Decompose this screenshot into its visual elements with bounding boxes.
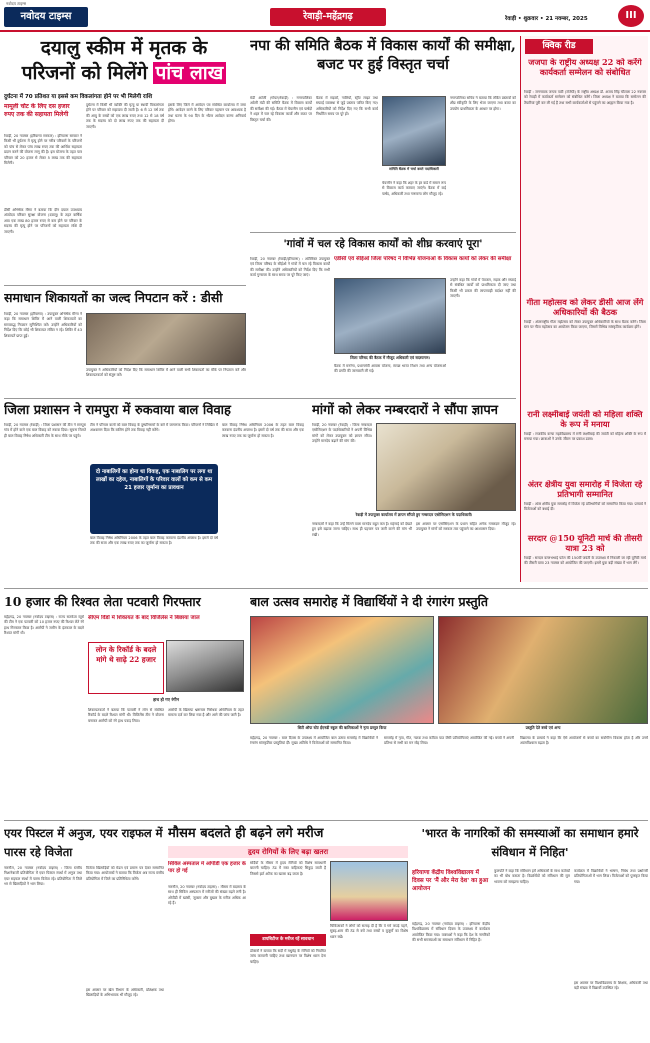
quick-read-item-5-head: सरदार @150 यूनिटी मार्च की तीसरी यात्रा 23 को [527, 534, 643, 553]
quick-read-item-1-head: जजपा के राष्ट्रीय अध्यक्ष 22 को करेंगे कार्यकर्ता सम्मेलन को संबोधित [528, 58, 642, 77]
story-mausam-subbox-label: डायबिटीज के मरीज रहें सावधान [262, 937, 314, 942]
story-samadhan-photo [86, 313, 246, 365]
story-dayalu-body-2: डीसी अभिषेक मीणा ने बताया कि दीन दयाल उपाध्याय अंत्योदय परिवार सुरक्षा योजना (दयालु) के तहत वार्षिक आय एक लाख 80 हजार रुपए से कम होने पर परिवार के सदस्य की मृत्यु होने पर परिजनों को सहायता राशि दी जाएगी। [4, 208, 82, 234]
story-napa-body-2: बैठक में सड़कों, नालियों, स्ट्रीट लाइट तथा सफाई व्यवस्था से जुड़े प्रस्ताव पारित किए गए। अधिकारियों को निर्देश दिए गए कि सभी कार्य निर्धारित समय पर पूरे हों। [316, 96, 378, 117]
story-balvivah-body-2b: बाल विवाह निषेध अधिनियम 2006 के तहत बाल विवाह करवाना दंडनीय अपराध है। इसमें दो वर्ष तक की सजा और एक लाख रुपए तक का जुर्माना हो सकता है। [90, 536, 218, 546]
story-patwari-body-2: शिकायतकर्ता ने बताया कि पटवारी ने लोन से संबंधित रिकॉर्ड के बदले रिश्वत मांगी थी। विजिलेंस टीम ने योजना बनाकर आरोपी को रंगे हाथ पकड़ लिया। [88, 708, 164, 723]
story-numberdar-photo-caption: रेवाड़ी में उपायुक्त कार्यालय में ज्ञापन सौंपते हुए नम्बरदार एसोसिएशन के पदाधिकारी। [355, 512, 473, 517]
story-samadhan-body-b: उपायुक्त ने अधिकारियों को निर्देश दिए कि समाधान शिविर में आने वाली सभी शिकायतों का मौके पर निपटारा करें और शिकायतकर्ता को संतुष्ट करें। [86, 368, 246, 378]
story-gaon-photo-caption: जिला परिषद की बैठक में मौजूद अधिकारी एवं सदस्यगण। [350, 355, 430, 360]
story-balvivah-quote: दो नाबालिगों का होना था विवाह, एक नाबालिग पर लगा था लाखों का दहेज, नाबालिगों के परिवार वालों को कम से कम 21 हजार जुर्माना का प्रावधान [95, 469, 213, 491]
story-samadhan-body: रेवाड़ी, 20 नवम्बर (हरियाणा) : उपायुक्त अभिषेक मीणा ने कहा कि समाधान शिविर में आने वाली शिकायतों का समयबद्ध निपटान सुनिश्चित करें। उन्होंने अधिकारियों को निर्देश दिए कि कोई भी शिकायत लंबित न रहे। शिविर में 43 शिकायतें प्राप्त हुईं। [4, 312, 82, 338]
story-samvidhan-body-1: महेंद्रगढ़, 20 नवम्बर (नवोदय टाइम्स) : हरियाणा केंद्रीय विश्वविद्यालय में संविधान दिवस के उपलक्ष्य में कार्यक्रम आयोजित किया गया। वक्ताओं ने कहा कि देश के नागरिकों की सभी समस्याओं का समाधान संविधान में निहित है। [412, 922, 490, 943]
quick-read-item-5-body: रेवाड़ी : सरदार वल्लभभाई पटेल की 150वीं जयंती के उपलक्ष्य में निकाली जा रही यूनिटी मार्च की तीसरी यात्रा 23 नवम्बर को आयोजित की जाएगी। इसमें युवा बड़ी संख्या में भाग लेंगे। [524, 556, 646, 566]
story-dayalu-body-1: रेवाड़ी, 20 नवम्बर (हरियाणा सरकार) : हरियाणा सरकार ने किसी भी दुर्घटना में मृत्यु होने पर गरीब परिवारों के परिजनों को पांच से लेकर पांच लाख रुपए तक की आर्थिक सहायता प्रदान करने की योजना लागू की है। इस योजना के तहत पात्र परिवार को 20 हजार से लेकर 5 लाख तक की सहायता मिलेगी। [4, 134, 82, 166]
brand-small: नवोदय टाइम्स [6, 1, 27, 6]
story-patwari-body-3: आरोपी के खिलाफ भ्रष्टाचार निरोधक अधिनियम के तहत मामला दर्ज कर लिया गया है और आगे की जांच जारी है। [168, 708, 244, 718]
story-mausam-body-1: नारनौल, 20 नवम्बर (नवोदय टाइम्स) : मौसम में बदलाव के साथ ही सिविल अस्पताल में मरीजों की संख्या बढ़ने लगी है। ओपीडी में खांसी, जुकाम और बुखार के मरीज अधिक आ रहे हैं। [168, 885, 246, 906]
story-gaon-pull-headline: 'गांवों में चल रहे विकास कार्यों को शीघ्र करवाएं पूरा' [283, 238, 483, 250]
quick-read-item-4-head: अंतर क्षेत्रीय युवा समारोह में विजेता रहे प्रतिभागी सम्मानित [527, 480, 643, 499]
story-dayalu-subhead: दुर्घटना में 70 प्रतिशत या इससे कम विकलांगता होने पर भी मिलेगी राशि [4, 94, 153, 100]
story-balutsav-body-1: महेंद्रगढ़, 20 नवम्बर : बाल दिवस के उपलक्ष्य में आयोजित बाल उत्सव समारोह में विद्यार्थियों ने रंगारंग सांस्कृतिक प्रस्तुतियां दीं। मुख्य अतिथि ने विजेताओं को सम्मानित किया। [250, 736, 378, 746]
quick-read-item-2-head: गीता महोत्सव को लेकर डीसी आज लेंगे अधिकारियों की बैठक [526, 298, 644, 317]
story-patwari-photo [166, 640, 244, 692]
story-numberdar-body-2: नम्बरदारों ने कहा कि उन्हें मिलने वाला मानदेय बहुत कम है। महंगाई को देखते हुए इसे बढ़ाया जाना चाहिए। साथ ही पहचान पत्र जारी करने की मांग भी रखी। [312, 522, 412, 537]
story-numberdar-headline: मांगों को लेकर नम्बरदारों ने सौंपा ज्ञापन [312, 403, 499, 418]
story-shooting-body-1: नारनौल, 20 नवम्बर (नवोदय टाइम्स) : जिला स्तरीय निशानेबाजी प्रतियोगिता में एयर पिस्टल स्पर्धा में अनुज तथा एयर राइफल स्पर्धा में पारस विजेता रहे। प्रतियोगिता में जिले भर से खिलाड़ियों ने भाग लिया। [4, 866, 82, 887]
story-dayalu-bullet: मामूली चोट के लिए दस हजार रुपए तक की सहायता मिलेगी [4, 103, 70, 118]
story-balvivah-quote-box [90, 464, 218, 534]
story-mausam-box-header [168, 846, 408, 858]
story-numberdar-photo [376, 423, 516, 511]
story-mausam-body-3: डॉक्टरों ने बताया कि सर्दी में मधुमेह के रोगियों को नियमित जांच करवानी चाहिए तथा खानपान पर विशेष ध्यान देना चाहिए। [250, 949, 326, 964]
story-balvivah-body-3: बाल विवाह निषेध अधिनियम 2006 के तहत बाल विवाह करवाना दंडनीय अपराध है। इसमें दो वर्ष तक की सजा और एक लाख रुपए तक का जुर्माना हो सकता है। [222, 423, 304, 438]
story-balutsav-photo-caption-2: प्रस्तुति देते बच्चे एवं अन्य [525, 725, 561, 730]
story-balutsav-body-2: समारोह में नृत्य, गीत, नाटक तथा कविता पाठ जैसी प्रतियोगिताएं आयोजित की गईं। बच्चों ने अपनी प्रतिभा से सभी का मन मोह लिया। [384, 736, 514, 746]
story-mausam-box-head: हृदय रोगियों के लिए बढ़ा खतरा [247, 847, 329, 856]
story-gaon-body-2: बैठक में मनरेगा, प्रधानमंत्री आवास योजना, स्वच्छ भारत मिशन तथा अन्य योजनाओं की प्रगति की जानकारी ली गई। [334, 364, 446, 374]
headline-highlight: पांच लाख [153, 62, 227, 84]
story-patwari-photo-caption: हाथ हो गए रंगीन [153, 697, 179, 702]
story-mausam-body-2: चिकित्सकों ने लोगों को सलाह दी है कि वे गर्म कपड़े पहनें, सुबह-शाम की ठंड से बचें तथा बच्चों व बुजुर्गों का विशेष ध्यान रखें। [330, 924, 408, 939]
story-samadhan-headline: समाधान शिकायतों का जल्द निपटान करें : डीसी [4, 290, 223, 305]
story-numberdar-body-1: रेवाड़ी, 20 नवम्बर (रेवाड़ी) : जिला नम्बरदार एसोसिएशन के पदाधिकारियों ने अपनी विभिन्न मांगों को लेकर उपायुक्त को ज्ञापन सौंपा। उन्होंने मानदेय बढ़ाने की मांग की। [312, 423, 372, 444]
section-banner [270, 8, 386, 26]
story-mausam-box-body: सर्दियों के मौसम में हृदय रोगियों को विशेष सावधानी बरतनी चाहिए। ठंड में रक्त वाहिकाएं सिकुड़ जाती हैं जिससे हार्ट अटैक का खतरा बढ़ जाता है। [250, 861, 326, 876]
story-napa-headline: नपा की समिति बैठक में विकास कार्यों की समीक्षा, बजट पर हुई विस्तृत चर्चा [250, 37, 516, 73]
story-shooting-body-2: विजेता खिलाड़ियों को मेडल एवं प्रमाण पत्र देकर सम्मानित किया गया। आयोजकों ने बताया कि विजेता अब राज्य स्तरीय प्रतियोगिता में जिले का प्रतिनिधित्व करेंगे। [86, 866, 164, 881]
story-mausam-bullet: सिविल अस्पताल में ओपीडी एक हजार के पार हो गई [168, 861, 246, 874]
story-numberdar-body-3: इस अवसर पर एसोसिएशन के प्रधान सहित अनेक नम्बरदार मौजूद रहे। उपायुक्त ने मांगों को सरकार तक पहुंचाने का आश्वासन दिया। [416, 522, 516, 532]
quick-read-item-1-body: रेवाड़ी : जननायक जनता पार्टी (जेजेपी) के राष्ट्रीय अध्यक्ष डॉ. अजय सिंह चौटाला 22 नवम्बर को रेवाड़ी में कार्यकर्ता सम्मेलन को संबोधित करेंगे। जिला अध्यक्ष ने बताया कि सम्मेलन की तैयारियां पूरी कर ली गई हैं तथा सभी कार्यकर्ताओं से पहुंचने का आह्वान किया गया है। [524, 90, 646, 105]
story-balvivah-headline: जिला प्रशासन ने रामपुरा में रुकवाया बाल विवाह [4, 403, 231, 418]
headline-line-1: दयालु स्कीम में मृतक के [40, 37, 208, 59]
story-gaon-photo [334, 278, 446, 354]
brand-logo [4, 7, 88, 27]
story-napa-photo-caption: समिति बैठक में चर्चा करते पदाधिकारी [389, 167, 439, 171]
page-number: III [618, 5, 644, 27]
story-balutsav-photo-2 [438, 616, 648, 724]
story-samvidhan-body-2: कुलपति ने कहा कि संविधान हमें अधिकारों के साथ कर्तव्यों का भी बोध कराता है। विद्यार्थियों को संविधान की मूल भावना को समझना चाहिए। [494, 869, 570, 884]
quick-read-item-4-body: रेवाड़ी : अंतर क्षेत्रीय युवा समारोह में विजेता रहे प्रतिभागियों को सम्मानित किया गया। प्राचार्य ने विजेताओं को बधाई दी। [524, 502, 646, 512]
quick-read-column [520, 36, 648, 582]
quick-read-label: क्विक रीड [525, 39, 593, 54]
story-napa-body-4: नगरपालिका सचिव ने बताया कि लंबित प्रस्तावों को शीघ्र स्वीकृति के लिए भेजा जाएगा तथा बजट का उपयोग प्राथमिकता के आधार पर होगा। [450, 96, 516, 111]
story-gaon-body-1: रेवाड़ी, 20 नवम्बर (रेवाड़ी/हरियाणा) : अतिरिक्त उपायुक्त एवं जिला परिषद के सीईओ ने गांवों में चल रहे विकास कार्यों की समीक्षा की। उन्होंने अधिकारियों को निर्देश दिए कि सभी कार्य गुणवत्ता के साथ समय पर पूरे किए जाएं। [250, 257, 330, 278]
story-shooting-headline: एयर पिस्टल में अनुज, एयर राइफल में पारस रहे विजेता [4, 826, 163, 859]
masthead-bar [0, 0, 650, 32]
story-patwari-big-quote: लोन के रिकॉर्ड के बदले मांगे थे साढ़े 22 हजार [95, 645, 157, 664]
story-balvivah-body-1: रेवाड़ी, 20 नवम्बर (रेवाड़ी) : जिला प्रशासन की टीम ने रामपुरा गांव में होने वाले एक बाल विवाह को रुकवा दिया। सूचना मिलते ही बाल विवाह निषेध अधिकारी टीम के साथ मौके पर पहुंचे। [4, 423, 86, 438]
story-samvidhan-body-3: कार्यक्रम में विद्यार्थियों ने भाषण, निबंध तथा प्रश्नोत्तरी प्रतियोगिताओं में भाग लिया। विजेताओं को पुरस्कृत किया गया। [574, 869, 648, 884]
story-napa-photo [382, 96, 446, 166]
section-title: रेवाड़ी-महेंद्रगढ़ [303, 11, 353, 22]
dateline: रेवाड़ी • शुक्रवार • 21 नवम्बर, 2025 [505, 16, 588, 22]
story-samvidhan-headline: 'भारत के नागरिकों की समस्याओं का समाधान हमारे संविधान में निहित' [421, 826, 639, 859]
story-dayalu-headline [4, 36, 244, 92]
headline-line-2: परिजनों को मिलेंगे [21, 62, 148, 84]
quick-read-item-3-body: रेवाड़ी : राजकीय कन्या महाविद्यालय में रानी लक्ष्मीबाई की जयंती को महिला शक्ति के रूप में मनाया गया। छात्राओं ने उनके जीवन पर प्रकाश डाला। [524, 432, 646, 442]
story-mausam-photo [330, 861, 408, 921]
story-patwari-quote-box [88, 642, 164, 694]
story-dayalu-body-4: इसके लिए जिले में आवेदन पत्र संबंधित कार्यालय में जमा होंगे। आवेदन करने के लिए परिवार पहचान पत्र आवश्यक है तथा घटना के 90 दिन के भीतर आवेदन करना अनिवार्य होगा। [168, 103, 246, 124]
story-mausam-headline: मौसम बदलते ही बढ़ने लगे मरीज [168, 826, 324, 841]
story-gaon-bullet: एडीसी एवं सीईओ जिला परिषद ने विभिन्न योजनाओं के विकास कार्यों को लेकर की समीक्षा [334, 256, 512, 262]
story-mausam-subbox [250, 934, 326, 946]
story-shooting-body-3: इस अवसर पर खेल विभाग के अधिकारी, प्रशिक्षक तथा खिलाड़ियों के अभिभावक भी मौजूद रहे। [86, 988, 164, 998]
story-balutsav-body-3: विद्यालय के प्राचार्य ने कहा कि ऐसे आयोजनों से बच्चों का सर्वांगीण विकास होता है और उनमें आत्मविश्वास बढ़ता है। [520, 736, 648, 746]
story-patwari-bullet: सीएम विंडो में शिकायत के बाद विजिलेंस ने बिछाया जाल [88, 615, 200, 621]
story-napa-body-3: चेयरमैन ने कहा कि शहर के हर वार्ड में समान रूप से विकास कार्य करवाए जाएंगे। बैठक में कई पार्षद, अधिकारी तथा गणमान्य लोग मौजूद रहे। [382, 181, 446, 196]
story-balutsav-photo-1 [250, 616, 434, 724]
story-balutsav-photo-caption-1: सिटी ऑफ स्टेट ईएनडी स्कूल की बालिकाओं ने नृत्य प्रस्तुत किया [297, 725, 387, 730]
story-gaon-body-3: उन्होंने कहा कि गांवों में पेयजल, सड़क और सफाई से संबंधित कार्यों को प्राथमिकता दी जाए तथा किसी भी प्रकार की लापरवाही बर्दाश्त नहीं की जाएगी। [450, 278, 516, 299]
story-balutsav-headline: बाल उत्सव समारोह में विद्यार्थियों ने दी रंगारंग प्रस्तुति [250, 594, 488, 609]
quick-read-item-2-body: रेवाड़ी : अंतरराष्ट्रीय गीता महोत्सव को लेकर उपायुक्त अधिकारियों के साथ बैठक करेंगे। जिला स्तर पर गीता महोत्सव का आयोजन किया जाएगा, जिसमें विभिन्न सांस्कृतिक कार्यक्रम होंगे। [524, 320, 646, 330]
brand-name: नवोदय टाइम्स [20, 11, 72, 22]
story-samvidhan-bullet: हरियाणा केंद्रीय विश्वविद्यालय में दिवस पर 'मैं और मेरा देश' का हुआ आयोजन [412, 870, 489, 892]
story-balvivah-body-2: टीम ने परिवार वालों को बाल विवाह के दुष्परिणामों के बारे में जागरूक किया। परिजनों ने लिखित में आश्वासन दिया कि बालिग होने तक विवाह नहीं करेंगे। [90, 423, 218, 433]
quick-read-item-3-head: रानी लक्ष्मीबाई जयंती को महिला शक्ति के रूप में मनाया [527, 410, 643, 429]
story-dayalu-body-3: दुर्घटना में किसी भी व्यक्ति की मृत्यु या स्थायी विकलांगता होने पर परिवार को सहायता दी जाती है। 6 से 12 वर्ष तक की आयु के बच्चों को एक लाख रुपए तथा 12 से 18 वर्ष तक के सदस्य को दो लाख रुपए तक की सहायता दी जाएगी। [86, 103, 164, 129]
story-samvidhan-body-4: इस अवसर पर विश्वविद्यालय के शिक्षक, अधिकारी तथा बड़ी संख्या में विद्यार्थी उपस्थित रहे। [574, 981, 648, 991]
story-napa-body-1: मंडी अटेली (गोयल/रेवाड़ी) : नगरपालिका अटेली मंडी की समिति बैठक में विकास कार्यों की समीक्षा की गई। बैठक में चेयरमैन एवं पार्षदों ने शहर में चल रहे विकास कार्यों और बजट पर विस्तृत चर्चा की। [250, 96, 312, 122]
story-patwari-headline: 10 हजार की रिश्वत लेता पटवारी गिरफ्तार [4, 594, 201, 609]
story-patwari-body-1: महेंद्रगढ़, 20 नवम्बर (नवोदय टाइम्स) : राज्य सतर्कता ब्यूरो की टीम ने एक पटवारी को 10 हजार रुपए की रिश्वत लेते रंगे हाथ गिरफ्तार किया है। आरोपी ने जमीन के इंतकाल के बदले रिश्वत मांगी थी। [4, 615, 84, 636]
